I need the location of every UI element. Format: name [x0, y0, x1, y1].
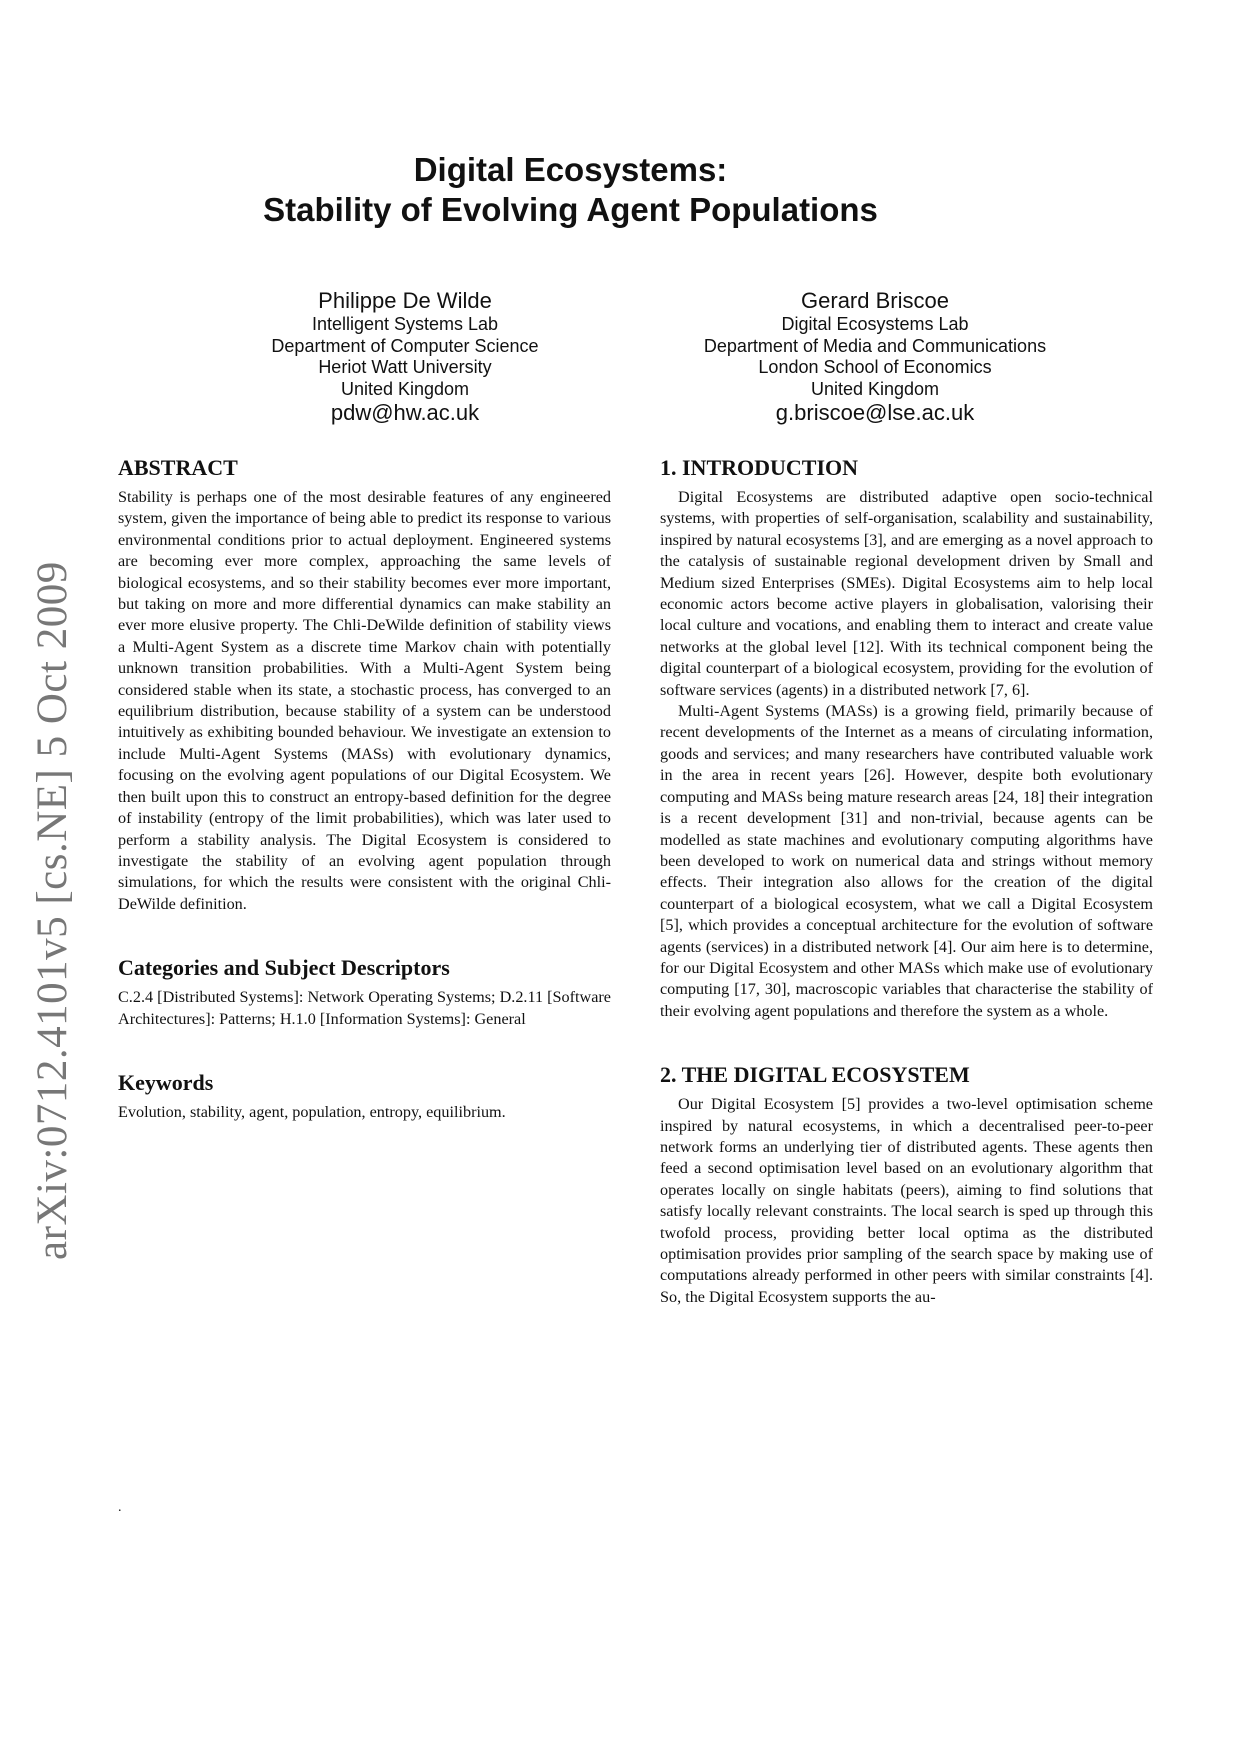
keywords-text: Evolution, stability, agent, population, entropy, equilibrium.: [118, 1102, 506, 1121]
author-affiliation: Digital Ecosystems Lab: [781, 314, 969, 334]
paragraph: Digital Ecosystems are distributed adaptive open socio-technical systems, with properties of self-organisation, scalability and sustainability, inspired by natural ecosystems [3], and are emerging as a novel approach to the catalysis of sustainable regional development driven by Small and Medium sized Enterprises (SMEs). Digital Ecosystems aim to help local economic actors become active players in globalisation, valorising their local culture and vocations, and enabling them to interact and create value networks at the global level [12]. With its technical component being the digital counterpart of a biological ecosystem, providing for the evolution of software services (agents) in a distributed network [7, 6].: [660, 488, 1153, 699]
abstract-text: Stability is perhaps one of the most desirable features of any engineered system, given the importance of being able to predict its response to various environmental conditions prior to actual deployment. Engineered systems are becoming ever more complex, approaching the same levels of biological ecosystems, and so their stability becomes ever more important, but taking on more and more differential dynamics can make stability an ever more elusive property. The Chli-DeWilde definition of stability views a Multi-Agent System as a discrete time Markov chain with potentially unknown transition probabilities. With a Multi-Agent System being considered stable when its state, a stochastic process, has converged to an equilibrium distribution, because stability of a system can be understood intuitively as exhibiting bounded behaviour. We investigate an extension to include Multi-Agent Systems (MASs) with evolutionary dynamics, focusing on the evolving agent populations of our Digital Ecosystem. We then built upon this to construct an entropy-based definition for the degree of instability (entropy of the limit probabilities), which was later used to perform a stability analysis. The Digital Ecosystem is considered to investigate the stability of an evolving agent population through simulations, for which the results were consistent with the original Chli-DeWilde definition.: [118, 488, 611, 913]
author-affiliation: Intelligent Systems Lab: [311, 314, 499, 334]
author-affiliation: United Kingdom: [810, 378, 940, 399]
author-affiliation: Heriot Watt University: [318, 357, 492, 377]
author-name: Philippe De Wilde: [318, 288, 492, 313]
left-column: [118, 455, 611, 1123]
section-heading-digital-ecosystem: 2. THE DIGITAL ECOSYSTEM: [660, 1062, 970, 1088]
categories-heading: Categories and Subject Descriptors: [118, 955, 450, 981]
author-block-2: [665, 288, 1085, 426]
paragraph: Our Digital Ecosystem [5] provides a two-level optimisation scheme inspired by natural ecosystems, in which a decentralised peer-to-peer network forms an underlying tier of distributed agents. These agents then feed a second optimisation level based on an evolutionary algorithm that operates locally on single habitats (peers), aiming to find solutions that satisfy locally relevant constraints. The local search is sped up through this twofold process, providing better local optima as the distributed optimisation provides prior sampling of the search space by making use of computations already performed in other peers with similar constraints [4]. So, the Digital Ecosystem supports the au-: [660, 1095, 1153, 1306]
author-email: g.briscoe@lse.ac.uk: [775, 400, 975, 425]
paragraph: Multi-Agent Systems (MASs) is a growing field, primarily because of recent developments of the Internet as a means of circulating information, goods and services; and many researchers have contributed valuable work in the area in recent years [26]. However, despite both evolutionary computing and MASs being mature research areas [24, 18] their integration is a recent development [31] and non-trivial, because agents can be modelled as state machines and evolutionary computing algorithms have been developed to work on numerical data and strings without memory effects. Their integration also allows for the creation of the digital counterpart of a biological ecosystem, what we call a Digital Ecosystem [5], which provides a conceptual architecture for the evolution of software agents (services) in a distributed network [4]. Our aim here is to determine, for our Digital Ecosystem and other MASs which make use of evolutionary computing [17, 30], macroscopic variables that characterise the stability of their evolving agent populations and therefore the system as a whole.: [660, 702, 1153, 1020]
author-block-1: [230, 288, 580, 426]
author-affiliation: Department of Computer Science: [271, 335, 539, 356]
title-line-1: Digital Ecosystems:: [413, 151, 728, 188]
keywords-heading: Keywords: [118, 1069, 214, 1095]
author-affiliation: United Kingdom: [340, 378, 470, 399]
paper-title: [0, 150, 1241, 230]
author-name: Gerard Briscoe: [801, 288, 949, 313]
footer-mark: .: [118, 1500, 122, 1515]
arxiv-stamp: arXiv:0712.4101v5 [cs.NE] 5 Oct 2009: [29, 561, 76, 1260]
categories-text: C.2.4 [Distributed Systems]: Network Operating Systems; D.2.11 [Software Architectures]: Patterns; H.1.0 [Information Systems]: General: [118, 988, 611, 1028]
right-column: [660, 455, 1153, 1308]
author-affiliation: Department of Media and Communications: [703, 335, 1047, 356]
title-line-2: Stability of Evolving Agent Populations: [263, 191, 878, 228]
abstract-heading: ABSTRACT: [118, 455, 238, 480]
author-email: pdw@hw.ac.uk: [330, 400, 480, 425]
author-affiliation: London School of Economics: [758, 357, 992, 377]
section-heading-introduction: 1. INTRODUCTION: [660, 455, 859, 480]
